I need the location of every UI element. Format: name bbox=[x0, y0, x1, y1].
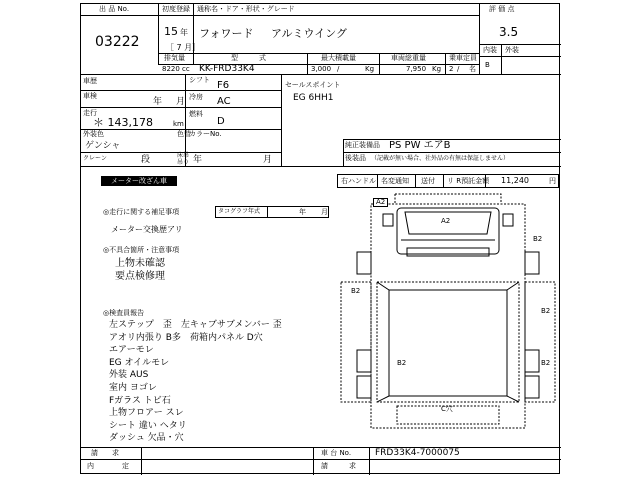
divider bbox=[343, 152, 561, 153]
inspector-line: Fガラス トビ石 bbox=[109, 395, 171, 406]
aftermarket-label: 後装品 bbox=[345, 154, 366, 162]
damage-mark: B2 bbox=[533, 235, 543, 243]
type-label: 型 式 bbox=[231, 54, 266, 62]
divider bbox=[81, 74, 561, 75]
title-label: 名変通知 bbox=[381, 177, 409, 185]
km-unit: km bbox=[173, 120, 184, 128]
divider bbox=[443, 174, 444, 188]
divider bbox=[379, 53, 380, 74]
mileage-note-label: ◎走行に関する補足事項 bbox=[103, 208, 180, 216]
divider bbox=[81, 459, 561, 460]
ext-color-label: 外装色 bbox=[83, 130, 104, 138]
lot-label: 出 品 No. bbox=[99, 5, 130, 13]
year-label: 年 bbox=[153, 97, 163, 107]
divider bbox=[158, 53, 479, 54]
inspector-line: 上物フロアー スレ bbox=[109, 408, 184, 419]
damage-mark: C穴 bbox=[441, 405, 453, 413]
interior-grade: B bbox=[485, 61, 490, 69]
damage-mark: A2 bbox=[441, 217, 451, 225]
steering-label: 右ハンドル bbox=[341, 177, 376, 185]
slash: / bbox=[457, 65, 460, 73]
divider bbox=[267, 206, 268, 218]
yen-unit: 円 bbox=[549, 177, 556, 185]
shift-label: シフト bbox=[189, 76, 210, 84]
damage-mark: B2 bbox=[397, 359, 407, 367]
history-label: 車歴 bbox=[83, 77, 97, 85]
meter-changed-badge: メーター改ざん車 bbox=[101, 176, 177, 186]
recycle-label: リ R預託金額 bbox=[447, 177, 490, 185]
vehicle-name: フォワード bbox=[199, 27, 254, 40]
exterior-label: 外装 bbox=[505, 46, 519, 54]
color-change-label: 色替 bbox=[177, 130, 191, 138]
divider bbox=[281, 74, 282, 166]
divider bbox=[415, 174, 416, 188]
ext-color-value: ゲンシャ bbox=[85, 141, 121, 151]
lot-number: 03222 bbox=[95, 34, 140, 50]
sales-point-value: EG 6HH1 bbox=[293, 93, 334, 103]
divider bbox=[81, 107, 281, 108]
color-no-label: カラーNo. bbox=[189, 130, 222, 138]
max-load-label: 最大積載量 bbox=[321, 54, 356, 62]
genuine-equipment: PS PW エアB bbox=[389, 140, 451, 151]
vehicle-body: アルミウイング bbox=[271, 27, 348, 40]
divider bbox=[445, 53, 446, 74]
divider bbox=[81, 166, 561, 167]
year-unit: 年 bbox=[180, 28, 188, 37]
genuine-label: 純正装備品 bbox=[345, 141, 380, 149]
slash: / bbox=[337, 65, 340, 73]
lift-label: 床吊 bbox=[177, 152, 190, 159]
divider bbox=[158, 15, 479, 16]
inspector-line: ダッシュ 欠品・穴 bbox=[109, 433, 184, 444]
divider bbox=[369, 447, 370, 475]
lift-label-2: 吊り bbox=[177, 159, 190, 166]
aircon-value: AC bbox=[217, 96, 231, 107]
mileage-label: 走行 bbox=[83, 109, 97, 117]
month-label: 月 bbox=[176, 97, 186, 107]
inspector-line: EG オイルモレ bbox=[109, 357, 170, 368]
kg-unit: Kg bbox=[365, 65, 375, 73]
title-value: 送付 bbox=[421, 177, 435, 185]
divider bbox=[479, 56, 561, 57]
internal-label: 内 定 bbox=[87, 462, 129, 470]
divider bbox=[501, 44, 502, 74]
displacement-value: 8220 bbox=[162, 65, 180, 73]
mileage-value: ＊ 143,178 bbox=[93, 116, 153, 129]
tacho-month: 月 bbox=[321, 208, 328, 216]
divider bbox=[158, 4, 159, 64]
defect-line: 上物未確認 bbox=[115, 258, 165, 269]
crane-stage: 段 bbox=[141, 155, 151, 165]
fuel-value: D bbox=[217, 116, 225, 127]
inspector-label: ◎検査員報告 bbox=[103, 309, 145, 317]
sales-point-label: セールスポイント bbox=[285, 81, 341, 89]
first-reg-month: ［ 7 月］ bbox=[166, 43, 201, 52]
divider bbox=[313, 447, 314, 475]
inspector-line: 左ステップ 歪 左キャブサブメンバー 歪 bbox=[109, 320, 282, 330]
mileage-note: メーター交換歴アリ bbox=[111, 225, 183, 234]
divider bbox=[81, 90, 281, 91]
divider bbox=[343, 139, 561, 140]
damage-mark: B2 bbox=[351, 287, 361, 295]
vehicle-label: 通称名・ドア・形状・グレード bbox=[197, 5, 295, 13]
first-reg-label: 初度登録 bbox=[162, 5, 190, 13]
lift-month: 月 bbox=[263, 155, 273, 165]
displacement-label: 排気量 bbox=[164, 54, 185, 62]
capacity-label: 乗車定員 bbox=[449, 54, 477, 62]
divider bbox=[479, 4, 480, 74]
recycle-amount: 11,240 bbox=[501, 176, 529, 185]
inspector-line: アオリ内張り B多 荷箱内パネル D穴 bbox=[109, 332, 263, 343]
lift-year: 年 bbox=[193, 155, 203, 165]
damage-mark: A2 bbox=[373, 198, 388, 207]
divider bbox=[81, 15, 158, 16]
chassis-number: FRD33K4-7000075 bbox=[375, 448, 460, 458]
divider bbox=[81, 447, 561, 448]
damage-mark: B2 bbox=[541, 307, 551, 315]
chassis-label: 車 台 No. bbox=[321, 449, 352, 457]
shift-value: F6 bbox=[217, 80, 230, 91]
gross-weight-label: 車両総重量 bbox=[391, 54, 426, 62]
divider bbox=[479, 44, 561, 45]
aircon-label: 冷房 bbox=[189, 93, 203, 101]
capacity-value: 2 bbox=[449, 65, 454, 73]
tacho-year: 年 bbox=[299, 208, 306, 216]
tacho-label: タコグラフ年式 bbox=[218, 208, 261, 215]
crane-label: クレーン bbox=[83, 155, 107, 162]
max-load-value: 3,000 bbox=[311, 65, 332, 73]
model-value: KK-FRD33K4 bbox=[199, 64, 255, 74]
inspector-line: 外装 AUS bbox=[109, 370, 149, 381]
gross-weight-value: 7,950 bbox=[406, 65, 427, 73]
defect-line: 要点検修理 bbox=[115, 271, 165, 282]
cc-unit: cc bbox=[182, 65, 190, 73]
grade-value: 3.5 bbox=[499, 25, 519, 39]
kg-unit: Kg bbox=[432, 65, 442, 73]
vehicle-damage-diagram bbox=[337, 190, 559, 438]
divider bbox=[193, 4, 194, 64]
fuel-label: 燃料 bbox=[189, 110, 203, 118]
inspector-line: エアーモレ bbox=[109, 345, 154, 356]
divider bbox=[377, 174, 378, 188]
damage-mark: B2 bbox=[541, 359, 551, 367]
defects-label: ◎不具合箇所・注意事項 bbox=[103, 246, 180, 254]
divider bbox=[307, 53, 308, 74]
inspection-label: 車検 bbox=[83, 92, 97, 100]
first-reg-year: 15 bbox=[164, 25, 178, 38]
interior-label: 内装 bbox=[483, 46, 497, 54]
inspector-line: 室内 ヨゴレ bbox=[109, 383, 157, 393]
auction-sheet bbox=[80, 3, 560, 474]
aftermarket-note: （記載が無い場合、社外品の有無は保証しません） bbox=[371, 155, 510, 162]
amount-label: 請 求 bbox=[321, 462, 356, 470]
pull-label: 請 求 bbox=[91, 449, 119, 457]
capacity-unit: 名 bbox=[469, 65, 476, 73]
grade-label: 評 価 点 bbox=[489, 5, 515, 13]
inspector-line: シート 違い ヘタリ bbox=[109, 420, 187, 431]
divider bbox=[141, 447, 142, 475]
